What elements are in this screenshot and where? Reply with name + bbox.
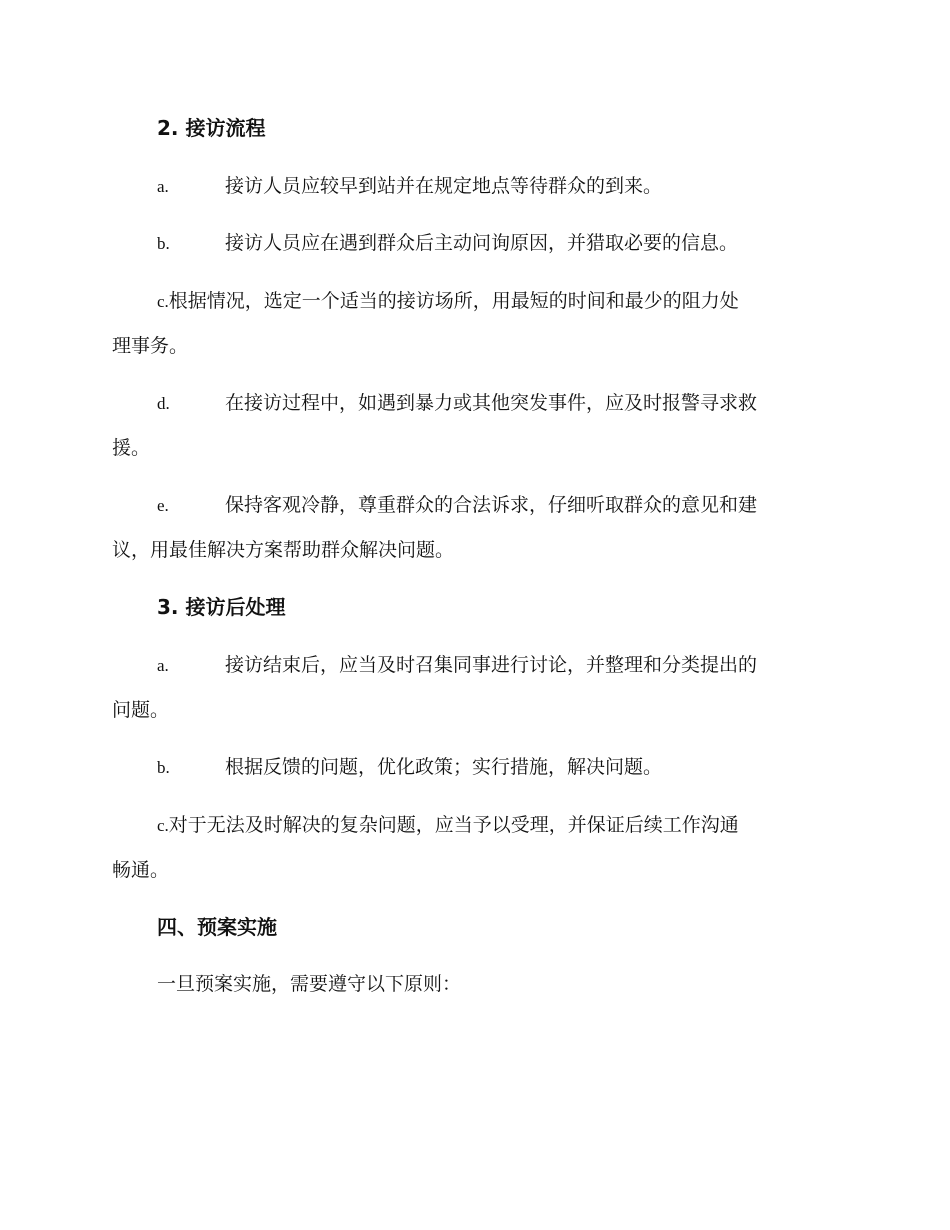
item-marker: d. bbox=[157, 394, 170, 413]
item-text: 保持客观冷静，尊重群众的合法诉求，仔细听取群众的意见和建 bbox=[225, 494, 758, 516]
item-marker: c. bbox=[157, 292, 169, 311]
item-text: 根据反馈的问题，优化政策；实行措施，解决问题。 bbox=[225, 756, 663, 778]
item-marker: a. bbox=[157, 177, 169, 196]
item-text-continued: 议，用最佳解决方案帮助群众解决问题。 bbox=[112, 539, 455, 561]
item-text: 接访结束后，应当及时召集同事进行讨论，并整理和分类提出的 bbox=[225, 654, 758, 676]
item-text-continued: 援。 bbox=[112, 437, 151, 459]
paragraph-text: 一旦预案实施，需要遵守以下原则： bbox=[157, 973, 462, 995]
list-item bbox=[112, 279, 837, 369]
section-heading-3: 3. 接访后处理 bbox=[157, 595, 286, 619]
list-item bbox=[112, 643, 837, 733]
paragraph bbox=[112, 962, 837, 1007]
item-text: 接访人员应较早到站并在规定地点等待群众的到来。 bbox=[225, 175, 663, 197]
list-item bbox=[112, 381, 837, 471]
item-text-continued: 理事务。 bbox=[112, 335, 189, 357]
list-item bbox=[112, 221, 837, 266]
list-item bbox=[112, 164, 837, 209]
item-text: 接访人员应在遇到群众后主动问询原因，并猎取必要的信息。 bbox=[225, 232, 739, 254]
item-marker: a. bbox=[157, 656, 169, 675]
section-heading-4: 四、预案实施 bbox=[157, 915, 277, 939]
item-marker: c. bbox=[157, 816, 169, 835]
list-item bbox=[112, 483, 837, 573]
item-text-continued: 问题。 bbox=[112, 699, 170, 721]
item-text-continued: 畅通。 bbox=[112, 859, 170, 881]
item-marker: b. bbox=[157, 234, 170, 253]
item-marker: b. bbox=[157, 758, 170, 777]
section-heading-2: 2. 接访流程 bbox=[157, 116, 266, 140]
item-text: 根据情况，选定一个适当的接访场所，用最短的时间和最少的阻力处 bbox=[168, 290, 739, 312]
item-marker: e. bbox=[157, 496, 169, 515]
list-item bbox=[112, 745, 837, 790]
list-item bbox=[112, 803, 837, 893]
item-text: 在接访过程中，如遇到暴力或其他突发事件，应及时报警寻求救 bbox=[225, 392, 758, 414]
item-text: 对于无法及时解决的复杂问题，应当予以受理，并保证后续工作沟通 bbox=[168, 814, 739, 836]
